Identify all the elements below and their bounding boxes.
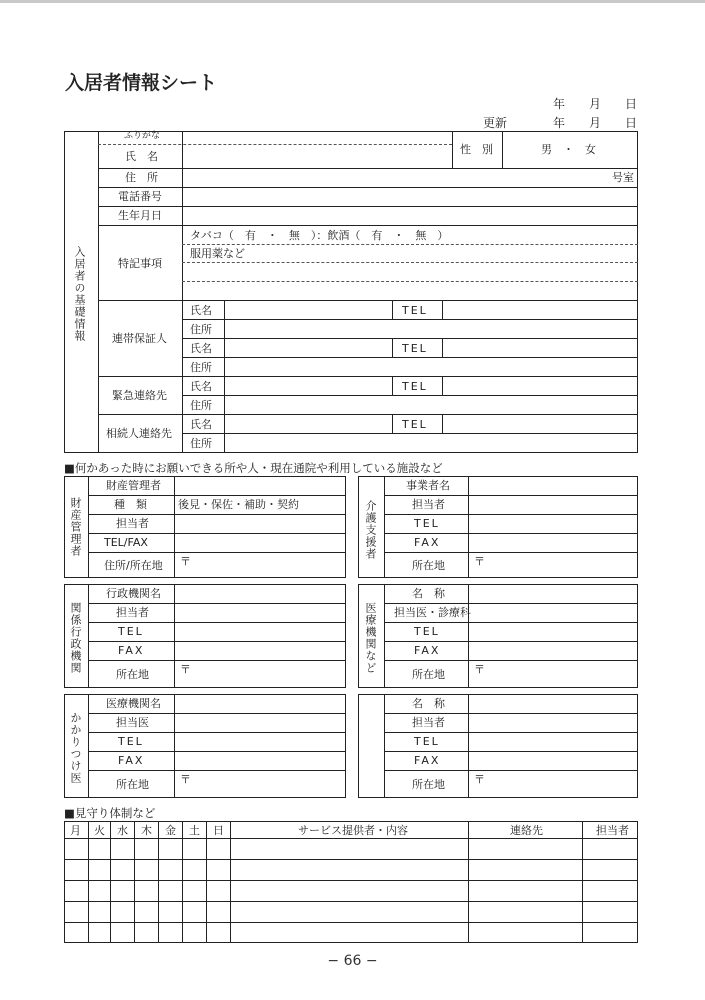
other-row-name: 名 称 [412, 697, 445, 710]
other-row-address: 所在地 [412, 778, 445, 791]
medical-row-name: 名 称 [412, 587, 445, 600]
emergency-label: 緊急連絡先 [112, 389, 167, 402]
gov-row-name: 行政機関名 [106, 587, 161, 600]
care-row-address: 所在地 [412, 559, 445, 572]
property-row-name: 財産管理者 [106, 479, 161, 492]
name-field-label: 氏名 [190, 304, 212, 317]
care-side-label: 介護支援者 [364, 500, 377, 560]
date-row [553, 95, 637, 112]
care-row-business: 事業者名 [406, 479, 450, 492]
top-border [0, 0, 705, 3]
property-row-staff: 担当者 [116, 517, 149, 530]
birthdate-label: 生年月日 [118, 209, 162, 222]
family-row-fax: FAX [118, 754, 145, 767]
year-label: 年 [552, 97, 565, 111]
medical-row-address: 所在地 [412, 668, 445, 681]
family-row-tel: TEL [118, 735, 144, 748]
address-field-label: 住所 [190, 437, 212, 450]
medical-block [358, 584, 638, 688]
gender-options[interactable]: 男 ・ 女 [541, 143, 596, 156]
address-field-label: 住所 [190, 323, 212, 336]
heir-label: 相続人連絡先 [106, 427, 172, 440]
postal-mark: 〒 [180, 663, 191, 676]
month-label: 月 [588, 97, 601, 111]
basic-info-side-label: 入居者の基礎情報 [73, 246, 86, 342]
care-row-staff: 担当者 [412, 498, 445, 511]
gov-row-fax: FAX [118, 644, 145, 657]
gender-label: 性 別 [460, 143, 493, 156]
address-field-label: 住所 [190, 361, 212, 374]
page-number: − 66 − [327, 953, 378, 969]
tel-label: TEL [402, 342, 428, 355]
other-row-fax: FAX [414, 754, 441, 767]
property-type-options[interactable]: 後見・保佐・補助・契約 [178, 498, 299, 511]
room-label: 号室 [612, 171, 634, 184]
government-side-label: 関係行政機関 [69, 602, 82, 674]
care-row-tel: TEL [414, 517, 440, 530]
other-facility-block [358, 694, 638, 798]
phone-label: 電話番号 [118, 190, 162, 203]
updated-month: 月 [588, 116, 601, 130]
page-title: 入居者情報シート [65, 72, 218, 94]
other-row-tel: TEL [414, 735, 440, 748]
notes-label: 特記事項 [118, 257, 162, 270]
care-support-block [358, 476, 638, 578]
day-thu: 木 [141, 824, 152, 837]
address-field-label: 住所 [190, 399, 212, 412]
provider-header: サービス提供者・内容 [298, 824, 408, 837]
updated-label: 更新 [482, 116, 507, 130]
name-field-label: 氏名 [190, 380, 212, 393]
day-wed: 水 [117, 824, 128, 837]
day-label: 日 [624, 97, 637, 111]
tel-label: TEL [402, 418, 428, 431]
postal-mark: 〒 [474, 555, 485, 568]
gov-row-tel: TEL [118, 625, 144, 638]
name-label: 氏 名 [125, 150, 158, 163]
postal-mark: 〒 [180, 773, 191, 786]
section-watch-heading: ■見守り体制など [64, 806, 156, 820]
family-doctor-side-label: かかりつけ医 [69, 712, 82, 784]
postal-mark: 〒 [474, 773, 485, 786]
postal-mark: 〒 [474, 663, 485, 676]
gov-row-staff: 担当者 [116, 606, 149, 619]
day-sun: 日 [213, 824, 224, 837]
contact-header: 連絡先 [510, 824, 543, 837]
section-contacts-heading: ■何かあった時にお願いできる所や人・現在通院や利用している施設など [64, 461, 443, 475]
property-side-label: 財産管理者 [69, 497, 82, 557]
postal-mark: 〒 [180, 555, 191, 568]
updated-day: 日 [624, 116, 637, 130]
updated-row [483, 114, 637, 131]
updated-year: 年 [552, 116, 565, 130]
watch-schedule-table [64, 821, 638, 943]
family-row-name: 医療機関名 [106, 697, 161, 710]
day-tue: 火 [94, 824, 105, 837]
medical-row-tel: TEL [414, 625, 440, 638]
medical-row-doctor: 担当医・診療科 [394, 606, 471, 619]
name-field-label: 氏名 [190, 342, 212, 355]
other-row-staff: 担当者 [412, 716, 445, 729]
property-row-type: 種 類 [114, 498, 147, 511]
staff-header: 担当者 [596, 824, 629, 837]
property-row-telfax: TEL/FAX [104, 536, 148, 549]
tobacco-alcohol-line: タバコ（ 有 ・ 無 ）：飲酒（ 有 ・ 無 ） [190, 229, 449, 242]
name-field-label: 氏名 [190, 418, 212, 431]
tel-label: TEL [402, 304, 428, 317]
day-sat: 土 [189, 824, 200, 837]
furigana-label: ふりがな [124, 131, 161, 141]
medication-line: 服用薬など [190, 247, 245, 260]
gov-row-address: 所在地 [116, 668, 149, 681]
address-label: 住 所 [125, 171, 158, 184]
family-row-address: 所在地 [116, 778, 149, 791]
care-row-fax: FAX [414, 536, 441, 549]
medical-side-label: 医療機関など [364, 602, 377, 674]
day-mon: 月 [70, 824, 81, 837]
day-fri: 金 [165, 824, 176, 837]
tel-label: TEL [402, 380, 428, 393]
property-row-address: 住所/所在地 [104, 559, 163, 572]
guarantor-label: 連帯保証人 [112, 332, 167, 345]
family-row-doctor: 担当医 [116, 716, 149, 729]
medical-row-fax: FAX [414, 644, 441, 657]
